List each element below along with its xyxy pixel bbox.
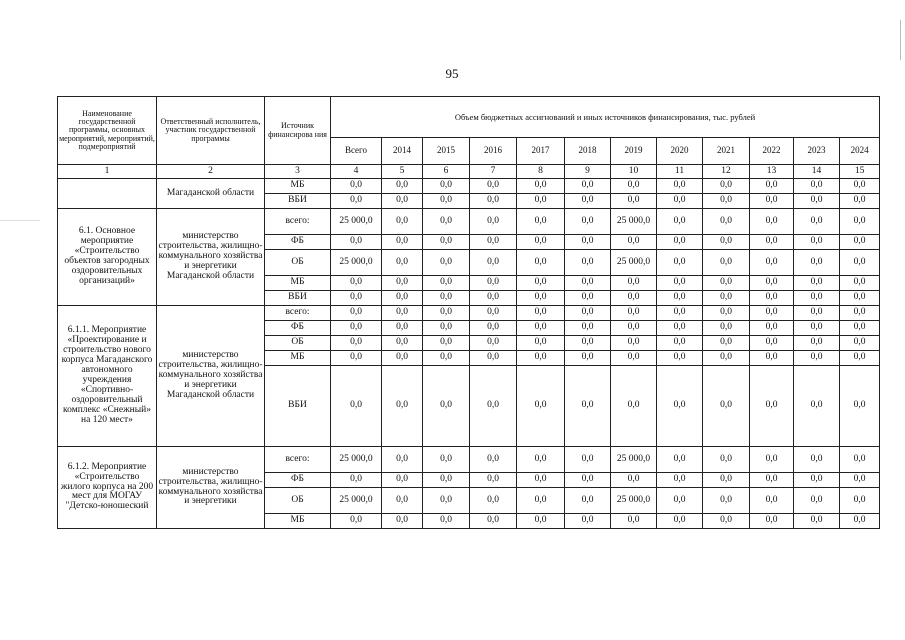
cell-total: 0,0: [331, 291, 382, 306]
cell-value: 0,0: [794, 351, 840, 366]
cell-value: 0,0: [565, 447, 611, 473]
cell-value: 25 000,0: [611, 447, 657, 473]
cell-value: 0,0: [382, 514, 423, 529]
cell-value: 0,0: [703, 473, 750, 488]
cell-value: 0,0: [657, 194, 703, 209]
column-index: 11: [657, 165, 703, 179]
cell-value: 0,0: [470, 291, 517, 306]
table-body: [58, 165, 880, 529]
cell-value: 0,0: [611, 291, 657, 306]
row-source: МБ: [265, 514, 331, 529]
cell-value: 0,0: [794, 488, 840, 514]
header-executor: Ответственный исполнитель, участник государственной программы: [157, 97, 265, 165]
cell-value: 0,0: [423, 321, 470, 336]
cell-value: 0,0: [470, 447, 517, 473]
column-index-row: [58, 165, 880, 179]
column-index: 10: [611, 165, 657, 179]
cell-value: 0,0: [750, 306, 794, 321]
cell-value: 0,0: [423, 179, 470, 194]
cell-value: 0,0: [750, 351, 794, 366]
cell-value: 0,0: [840, 351, 880, 366]
cell-value: 0,0: [657, 488, 703, 514]
cell-value: 0,0: [565, 473, 611, 488]
row-executor: министерство строительства, жилищно-коммунального хозяйства и энергетики Магаданской области: [157, 306, 265, 447]
cell-value: 0,0: [750, 488, 794, 514]
cell-value: 0,0: [703, 514, 750, 529]
cell-value: 0,0: [703, 179, 750, 194]
cell-value: 0,0: [470, 321, 517, 336]
cell-value: 0,0: [382, 336, 423, 351]
cell-value: 0,0: [470, 366, 517, 447]
cell-total: 25 000,0: [331, 447, 382, 473]
cell-value: 0,0: [423, 447, 470, 473]
cell-value: 0,0: [657, 291, 703, 306]
cell-value: 0,0: [382, 276, 423, 291]
cell-value: 0,0: [517, 321, 565, 336]
cell-value: 0,0: [423, 488, 470, 514]
cell-value: 0,0: [611, 306, 657, 321]
cell-value: 0,0: [470, 336, 517, 351]
cell-value: 0,0: [750, 276, 794, 291]
cell-total: 25 000,0: [331, 250, 382, 276]
cell-value: 0,0: [750, 514, 794, 529]
row-source: МБ: [265, 276, 331, 291]
header-year: 2024: [840, 138, 880, 165]
cell-total: 0,0: [331, 351, 382, 366]
cell-value: 0,0: [565, 250, 611, 276]
column-index: 9: [565, 165, 611, 179]
cell-value: 0,0: [840, 250, 880, 276]
cell-value: 0,0: [470, 276, 517, 291]
cell-value: 0,0: [794, 514, 840, 529]
table-row: [58, 306, 880, 321]
cell-value: 0,0: [840, 276, 880, 291]
row-source: ФБ: [265, 321, 331, 336]
cell-value: 0,0: [382, 306, 423, 321]
cell-value: 0,0: [517, 291, 565, 306]
row-source: всего:: [265, 209, 331, 235]
column-index: 3: [265, 165, 331, 179]
cell-value: 0,0: [565, 276, 611, 291]
cell-value: 0,0: [382, 321, 423, 336]
cell-value: 25 000,0: [611, 209, 657, 235]
cell-value: 0,0: [470, 351, 517, 366]
cell-value: 0,0: [382, 235, 423, 250]
cell-value: 0,0: [794, 235, 840, 250]
row-source: всего:: [265, 306, 331, 321]
row-name: 6.1.1. Мероприятие «Проектирование и строительство нового корпуса Магаданского автономного учреждения «Спортивно-оздоровительный комплекс «Снежный» на 120 мест»: [58, 306, 157, 447]
cell-value: 0,0: [423, 250, 470, 276]
cell-value: 0,0: [840, 209, 880, 235]
cell-value: 0,0: [840, 473, 880, 488]
cell-value: 0,0: [423, 276, 470, 291]
column-index: 13: [750, 165, 794, 179]
cell-value: 0,0: [611, 194, 657, 209]
cell-value: 0,0: [840, 179, 880, 194]
row-source: ОБ: [265, 336, 331, 351]
cell-value: 0,0: [517, 488, 565, 514]
column-index: 2: [157, 165, 265, 179]
cell-value: 0,0: [611, 179, 657, 194]
column-index: 4: [331, 165, 382, 179]
cell-value: 0,0: [750, 366, 794, 447]
cell-value: 0,0: [423, 306, 470, 321]
column-index: 8: [517, 165, 565, 179]
cell-value: 0,0: [517, 306, 565, 321]
cell-value: 0,0: [565, 179, 611, 194]
cell-value: 25 000,0: [611, 488, 657, 514]
cell-value: 0,0: [565, 291, 611, 306]
header-year: 2018: [565, 138, 611, 165]
cell-value: 0,0: [517, 366, 565, 447]
table-row: [58, 179, 880, 194]
cell-value: 0,0: [611, 321, 657, 336]
row-name: [58, 179, 157, 209]
cell-value: 0,0: [611, 514, 657, 529]
cell-value: 0,0: [423, 194, 470, 209]
cell-value: 0,0: [382, 194, 423, 209]
row-executor: министерство строительства, жилищно-коммунального хозяйства и энергетики: [157, 447, 265, 529]
cell-value: 0,0: [565, 209, 611, 235]
cell-value: 0,0: [794, 366, 840, 447]
cell-value: 0,0: [703, 235, 750, 250]
cell-value: 0,0: [517, 209, 565, 235]
header-year: 2019: [611, 138, 657, 165]
cell-value: 0,0: [794, 321, 840, 336]
cell-total: 0,0: [331, 514, 382, 529]
header-year: 2021: [703, 138, 750, 165]
header-year: Всего: [331, 138, 382, 165]
cell-value: 0,0: [517, 336, 565, 351]
cell-value: 0,0: [657, 351, 703, 366]
cell-value: 0,0: [750, 179, 794, 194]
header-source: Источник финансирова ния: [265, 97, 331, 165]
cell-value: 0,0: [382, 250, 423, 276]
cell-value: 0,0: [794, 250, 840, 276]
cell-value: 0,0: [657, 366, 703, 447]
row-source: ОБ: [265, 250, 331, 276]
cell-value: 0,0: [703, 336, 750, 351]
cell-value: 0,0: [382, 488, 423, 514]
cell-value: 0,0: [657, 276, 703, 291]
cell-value: 0,0: [517, 235, 565, 250]
cell-value: 0,0: [423, 235, 470, 250]
cell-value: 0,0: [794, 291, 840, 306]
cell-value: 0,0: [382, 366, 423, 447]
cell-total: 0,0: [331, 306, 382, 321]
header-year: 2017: [517, 138, 565, 165]
header-funding-title: Объем бюджетных ассигнований и иных источников финансирования, тыс. рублей: [331, 97, 880, 138]
cell-value: 0,0: [657, 250, 703, 276]
row-executor: Магаданской области: [157, 179, 265, 209]
cell-value: 0,0: [750, 209, 794, 235]
row-source: ОБ: [265, 488, 331, 514]
cell-value: 0,0: [565, 488, 611, 514]
row-source: ФБ: [265, 473, 331, 488]
cell-value: 0,0: [565, 366, 611, 447]
cell-value: 0,0: [565, 235, 611, 250]
cell-value: 0,0: [565, 336, 611, 351]
scan-artifact: [0, 220, 40, 221]
cell-value: 0,0: [794, 306, 840, 321]
row-source: ВБИ: [265, 366, 331, 447]
cell-value: 0,0: [423, 473, 470, 488]
cell-value: 0,0: [611, 473, 657, 488]
cell-total: 0,0: [331, 336, 382, 351]
cell-value: 0,0: [470, 514, 517, 529]
cell-value: 0,0: [750, 447, 794, 473]
cell-value: 0,0: [794, 209, 840, 235]
cell-value: 0,0: [703, 488, 750, 514]
cell-value: 0,0: [657, 235, 703, 250]
cell-value: 0,0: [750, 336, 794, 351]
header-year: 2016: [470, 138, 517, 165]
cell-value: 0,0: [517, 447, 565, 473]
cell-value: 0,0: [382, 351, 423, 366]
cell-value: 0,0: [517, 194, 565, 209]
cell-total: 0,0: [331, 321, 382, 336]
cell-value: 0,0: [423, 336, 470, 351]
cell-value: 25 000,0: [611, 250, 657, 276]
cell-value: 0,0: [794, 473, 840, 488]
row-source: всего:: [265, 447, 331, 473]
cell-value: 0,0: [840, 514, 880, 529]
cell-value: 0,0: [423, 366, 470, 447]
cell-value: 0,0: [423, 209, 470, 235]
cell-value: 0,0: [382, 473, 423, 488]
cell-value: 0,0: [703, 366, 750, 447]
cell-value: 0,0: [517, 179, 565, 194]
row-source: ФБ: [265, 235, 331, 250]
header-year: 2022: [750, 138, 794, 165]
cell-value: 0,0: [611, 351, 657, 366]
cell-value: 0,0: [703, 194, 750, 209]
cell-value: 0,0: [470, 235, 517, 250]
cell-total: 0,0: [331, 235, 382, 250]
header-name: Наименование государственной программы, основных мероприятий, мероприятий, подмероприятий: [58, 97, 157, 165]
cell-value: 0,0: [794, 194, 840, 209]
cell-total: 25 000,0: [331, 209, 382, 235]
cell-value: 0,0: [517, 514, 565, 529]
row-executor: министерство строительства, жилищно-коммунального хозяйства и энергетики Магаданской области: [157, 209, 265, 306]
cell-value: 0,0: [470, 488, 517, 514]
cell-value: 0,0: [517, 351, 565, 366]
header-year: 2020: [657, 138, 703, 165]
table-row: [58, 447, 880, 473]
cell-value: 0,0: [611, 336, 657, 351]
cell-value: 0,0: [611, 366, 657, 447]
cell-value: 0,0: [470, 209, 517, 235]
cell-value: 0,0: [657, 473, 703, 488]
cell-value: 0,0: [657, 179, 703, 194]
cell-value: 0,0: [565, 306, 611, 321]
cell-value: 0,0: [750, 473, 794, 488]
budget-table: [57, 96, 880, 529]
column-index: 5: [382, 165, 423, 179]
cell-value: 0,0: [840, 366, 880, 447]
row-name: 6.1.2. Мероприятие «Строительство жилого корпуса на 200 мест для МОГАУ "Детско-юношеский: [58, 447, 157, 529]
cell-value: 0,0: [840, 306, 880, 321]
column-index: 12: [703, 165, 750, 179]
cell-value: 0,0: [517, 473, 565, 488]
cell-value: 0,0: [517, 276, 565, 291]
cell-value: 0,0: [657, 336, 703, 351]
row-name: 6.1. Основное мероприятие «Строительство объектов загородных оздоровительных организаций»: [58, 209, 157, 306]
cell-value: 0,0: [382, 447, 423, 473]
cell-value: 0,0: [382, 179, 423, 194]
row-source: ВБИ: [265, 291, 331, 306]
cell-value: 0,0: [703, 291, 750, 306]
cell-value: 0,0: [565, 321, 611, 336]
cell-total: 0,0: [331, 366, 382, 447]
cell-value: 0,0: [794, 447, 840, 473]
cell-value: 0,0: [750, 194, 794, 209]
cell-value: 0,0: [840, 321, 880, 336]
cell-value: 0,0: [794, 179, 840, 194]
cell-value: 0,0: [794, 336, 840, 351]
cell-value: 0,0: [517, 250, 565, 276]
cell-value: 0,0: [423, 291, 470, 306]
cell-value: 0,0: [840, 447, 880, 473]
scan-artifact: [900, 20, 901, 60]
column-index: 14: [794, 165, 840, 179]
header-year: 2023: [794, 138, 840, 165]
cell-value: 0,0: [657, 306, 703, 321]
cell-value: 0,0: [565, 351, 611, 366]
cell-value: 0,0: [423, 514, 470, 529]
cell-value: 0,0: [470, 306, 517, 321]
cell-value: 0,0: [657, 209, 703, 235]
cell-value: 0,0: [470, 473, 517, 488]
column-index: 6: [423, 165, 470, 179]
column-index: 1: [58, 165, 157, 179]
cell-value: 0,0: [794, 276, 840, 291]
cell-value: 0,0: [840, 291, 880, 306]
cell-value: 0,0: [611, 276, 657, 291]
header-year: 2015: [423, 138, 470, 165]
cell-value: 0,0: [750, 250, 794, 276]
cell-total: 0,0: [331, 179, 382, 194]
cell-value: 0,0: [657, 321, 703, 336]
cell-value: 0,0: [703, 351, 750, 366]
table-header: [58, 97, 880, 165]
cell-value: 0,0: [611, 235, 657, 250]
cell-value: 0,0: [840, 336, 880, 351]
cell-value: 0,0: [703, 306, 750, 321]
column-index: 7: [470, 165, 517, 179]
cell-value: 0,0: [382, 291, 423, 306]
cell-value: 0,0: [703, 321, 750, 336]
cell-total: 0,0: [331, 194, 382, 209]
cell-value: 0,0: [470, 194, 517, 209]
row-source: ВБИ: [265, 194, 331, 209]
cell-value: 0,0: [840, 488, 880, 514]
table-row: [58, 209, 880, 235]
cell-value: 0,0: [840, 235, 880, 250]
cell-value: 0,0: [470, 250, 517, 276]
cell-value: 0,0: [840, 194, 880, 209]
cell-value: 0,0: [657, 514, 703, 529]
cell-value: 0,0: [750, 235, 794, 250]
row-source: МБ: [265, 179, 331, 194]
cell-value: 0,0: [470, 179, 517, 194]
cell-value: 0,0: [423, 351, 470, 366]
cell-total: 0,0: [331, 276, 382, 291]
cell-value: 0,0: [382, 209, 423, 235]
column-index: 15: [840, 165, 880, 179]
page-number: 95: [445, 66, 459, 81]
cell-value: 0,0: [750, 321, 794, 336]
cell-total: 0,0: [331, 473, 382, 488]
header-year: 2014: [382, 138, 423, 165]
cell-value: 0,0: [565, 514, 611, 529]
row-source: МБ: [265, 351, 331, 366]
cell-value: 0,0: [750, 291, 794, 306]
cell-value: 0,0: [565, 194, 611, 209]
cell-value: 0,0: [657, 447, 703, 473]
cell-value: 0,0: [703, 276, 750, 291]
cell-total: 25 000,0: [331, 488, 382, 514]
cell-value: 0,0: [703, 447, 750, 473]
cell-value: 0,0: [703, 209, 750, 235]
cell-value: 0,0: [703, 250, 750, 276]
